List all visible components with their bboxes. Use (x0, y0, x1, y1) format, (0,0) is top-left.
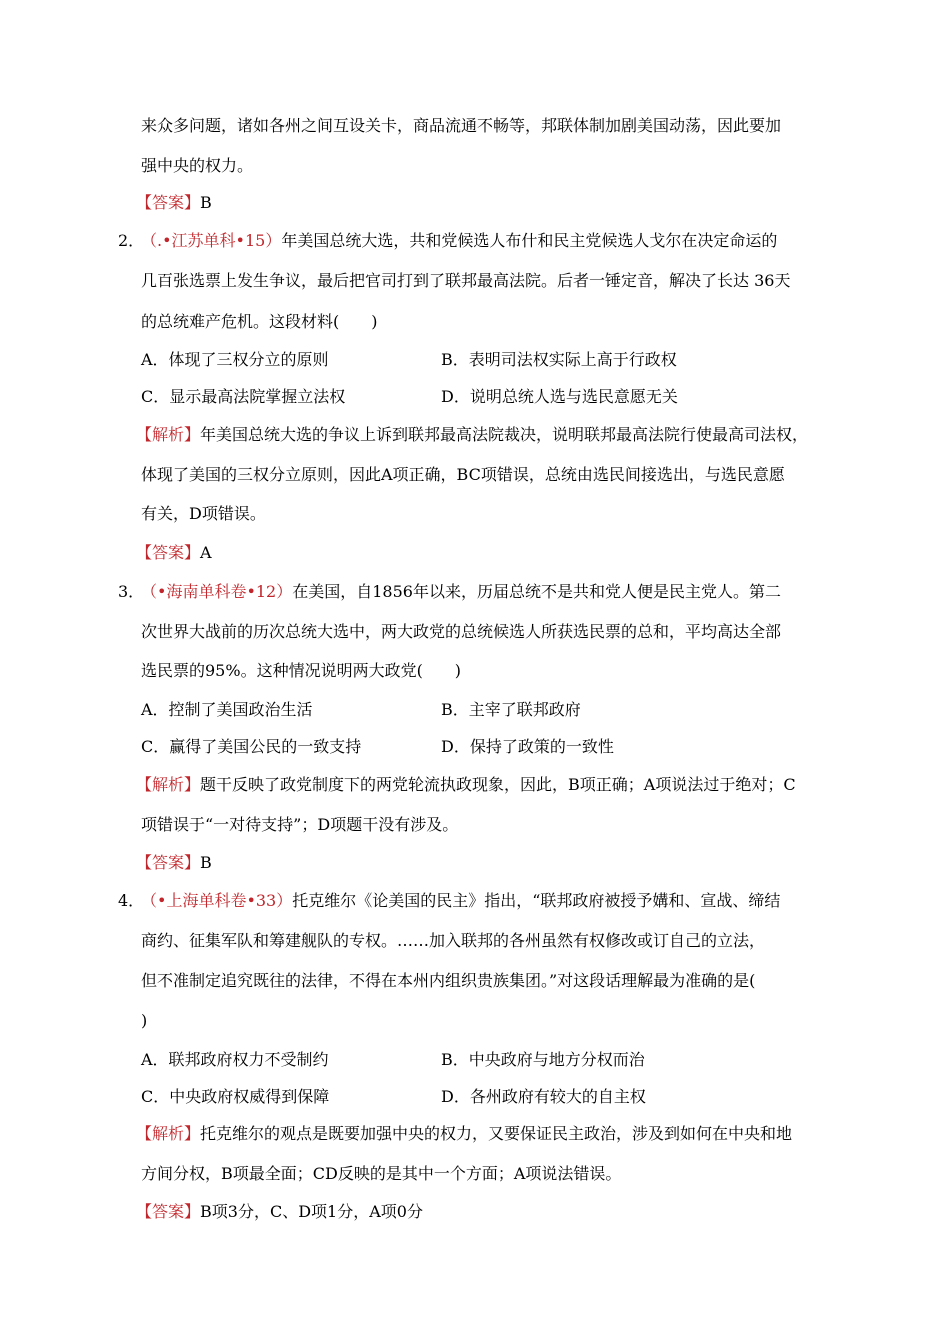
q3-analysis-line-2: 项错误于“一对待支持”；D项题干没有涉及。 (141, 815, 459, 834)
q2-option-d: D．说明总统人选与选民意愿无关 (441, 387, 678, 406)
answer-value: B (200, 853, 212, 872)
q3-analysis-line-1 (136, 775, 796, 795)
question-number-3: 3． (118, 582, 145, 601)
q3-analysis-text: 题干反映了政党制度下的两党轮流执政现象，因此，B项正确；A项说法过于绝对；C (200, 775, 796, 794)
q2-stem-line-1 (141, 231, 777, 251)
q4-option-a: A．联邦政府权力不受制约 (141, 1050, 329, 1069)
q4-answer (136, 1202, 423, 1222)
q3-option-b: B．主宰了联邦政府 (441, 700, 581, 719)
q2-analysis-line-1 (136, 425, 808, 445)
q4-analysis-text: 托克维尔的观点是既要加强中央的权力，又要保证民主政治，涉及到如何在中央和地 (200, 1124, 793, 1143)
q4-option-b: B．中央政府与地方分权而治 (441, 1050, 645, 1069)
q3-option-d: D．保持了政策的一致性 (441, 737, 614, 756)
intro-line-2: 强中央的权力。 (141, 156, 254, 175)
answer-tag: 【答案】 (136, 853, 201, 872)
q3-answer (136, 853, 212, 873)
q3-option-a: A．控制了美国政治生活 (141, 700, 313, 719)
q4-stem-line-1 (141, 891, 780, 911)
q4-stem-line-2: 商约、征集军队和筹建舰队的专权。……加入联邦的各州虽然有权修改或订自己的立法， (141, 931, 766, 950)
q4-source: （•上海单科卷•33） (141, 891, 293, 910)
intro-line-1: 来众多问题，诸如各州之间互设关卡，商品流通不畅等，邦联体制加剧美国动荡，因此要加 (141, 116, 782, 135)
question-number-2: 2． (118, 231, 145, 250)
intro-answer (136, 193, 212, 213)
q4-stem-text: 托克维尔《论美国的民主》指出，“联邦政府被授予媾和、宣战、缔结 (292, 891, 781, 910)
q2-option-b: B．表明司法权实际上高于行政权 (441, 350, 677, 369)
q4-stem-line-3: 但不准制定追究既往的法律，不得在本州内组织贵族集团。”对这段话理解最为准确的是( (141, 971, 756, 990)
q2-option-c: C．显示最高法院掌握立法权 (141, 387, 346, 406)
q4-analysis-line-2: 方间分权，B项最全面；CD反映的是其中一个方面；A项说法错误。 (141, 1164, 622, 1183)
answer-tag: 【答案】 (136, 193, 201, 212)
q2-answer (136, 543, 212, 563)
analysis-tag: 【解析】 (136, 1124, 201, 1143)
question-number-4: 4． (118, 891, 145, 910)
q3-option-c: C．赢得了美国公民的一致支持 (141, 737, 362, 756)
analysis-tag: 【解析】 (136, 775, 201, 794)
q4-option-d: D．各州政府有较大的自主权 (441, 1087, 646, 1106)
answer-tag: 【答案】 (136, 543, 201, 562)
q4-stem-line-4: ) (141, 1011, 148, 1030)
q4-analysis-line-1 (136, 1124, 792, 1144)
q3-stem-line-3: 选民票的95%。这种情况说明两大政党( ) (141, 661, 462, 680)
answer-value: B (200, 193, 212, 212)
answer-value: B项3分，C、D项1分，A项0分 (200, 1202, 423, 1221)
q2-analysis-text: 年美国总统大选的争议上诉到联邦最高法院裁决，说明联邦最高法院行使最高司法权， (200, 425, 809, 444)
q2-source: （.•江苏单科•15） (141, 231, 282, 250)
answer-value: A (200, 543, 212, 562)
q2-stem-text: 年美国总统大选，共和党候选人布什和民主党候选人戈尔在决定命运的 (281, 231, 778, 250)
q3-stem-line-2: 次世界大战前的历次总统大选中，两大政党的总统候选人所获选民票的总和，平均高达全部 (141, 622, 782, 641)
q2-analysis-line-2: 体现了美国的三权分立原则，因此A项正确，BC项错误，总统由选民间接选出，与选民意愿 (141, 465, 785, 484)
q2-option-a: A．体现了三权分立的原则 (141, 350, 329, 369)
q3-stem-line-1 (141, 582, 781, 602)
q2-stem-line-2: 几百张选票上发生争议，最后把官司打到了联邦最高法院。后者一锤定音，解决了长达 36天 (141, 271, 791, 290)
q2-stem-line-3: 的总统难产危机。这段材料( ) (141, 312, 378, 331)
analysis-tag: 【解析】 (136, 425, 201, 444)
q3-stem-text: 在美国，自1856年以来，历届总统不是共和党人便是民主党人。第二 (292, 582, 781, 601)
q3-source: （•海南单科卷•12） (141, 582, 293, 601)
q4-option-c: C．中央政府权威得到保障 (141, 1087, 330, 1106)
q2-analysis-line-3: 有关，D项错误。 (141, 504, 266, 523)
answer-tag: 【答案】 (136, 1202, 201, 1221)
